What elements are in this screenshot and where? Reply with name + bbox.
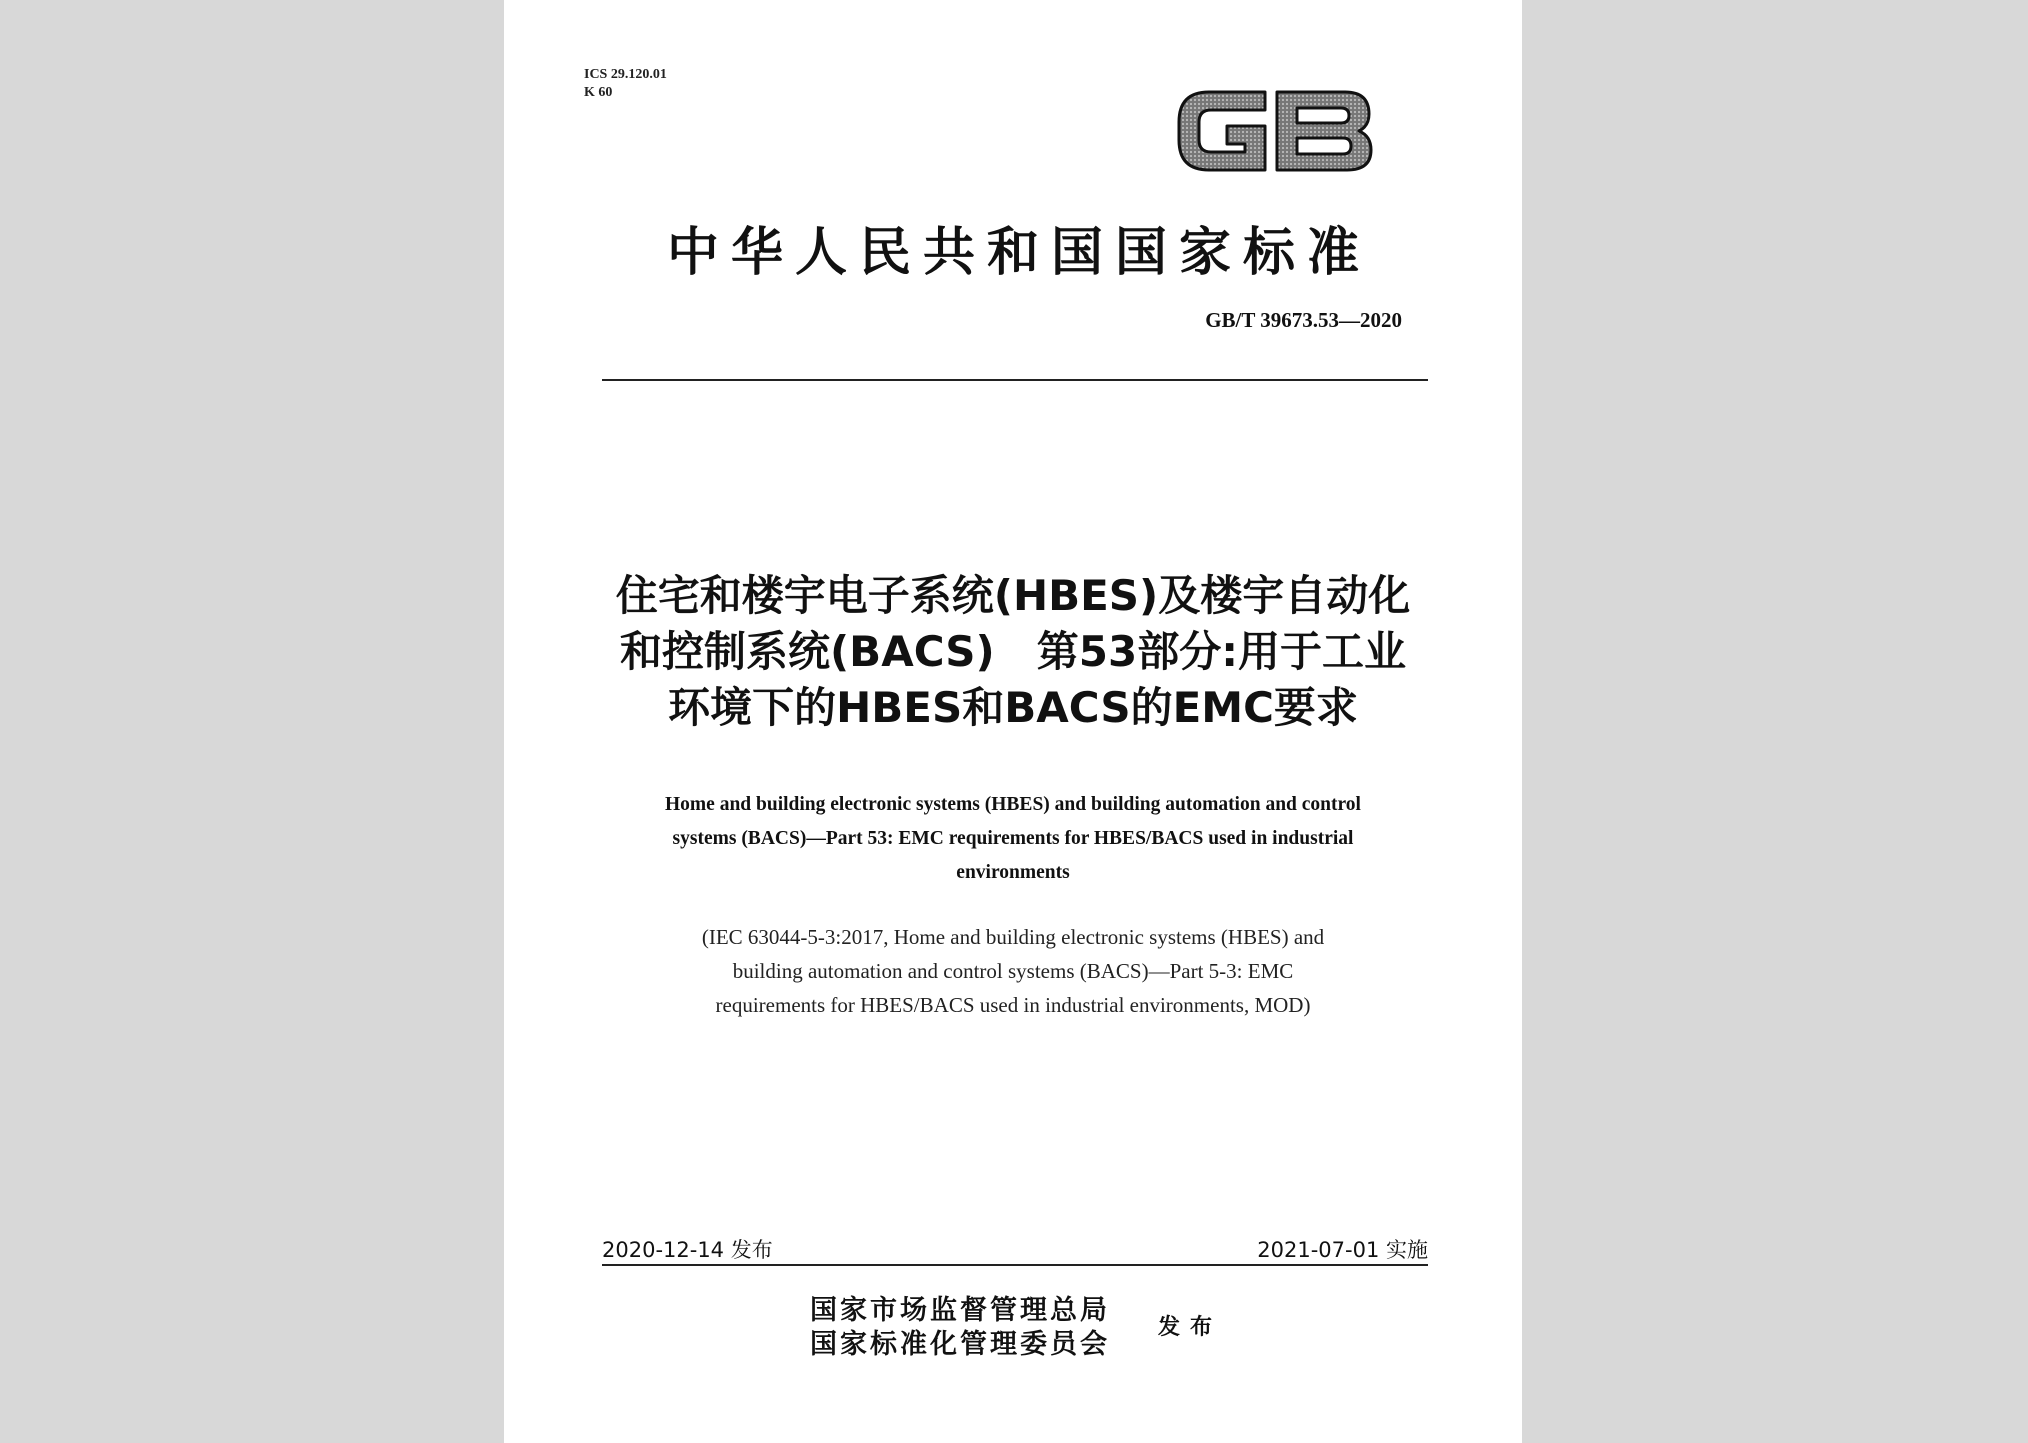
iec-reference-line: building automation and control systems (BACS)—Part 5-3: EMC	[732, 959, 1294, 983]
publishers	[810, 1294, 1110, 1362]
organization-title: 中华人民共和国国家标准	[666, 223, 1371, 283]
english-title-line: environments	[956, 862, 1070, 883]
publisher-name: 国家标准化管理委员会	[810, 1329, 1110, 1360]
footer-divider	[602, 1264, 1428, 1266]
standard-number: GB/T 39673.53—2020	[1205, 308, 1402, 332]
chinese-title-line: 住宅和楼宇电子系统(HBES)及楼宇自动化	[615, 571, 1411, 620]
publish-label: 发布	[1158, 1315, 1223, 1340]
ics-code: ICS 29.120.01	[584, 67, 667, 82]
english-title-line: systems (BACS)—Part 53: EMC requirements for HBES/BACS used in industrial	[672, 828, 1354, 849]
english-title-line: Home and building electronic systems (HBES) and building automation and control	[665, 794, 1361, 815]
chinese-title	[574, 568, 1452, 736]
classification-codes	[584, 66, 667, 102]
iec-reference-line: requirements for HBES/BACS used in industrial environments, MOD)	[715, 993, 1311, 1017]
document-page	[504, 0, 1522, 1443]
ccs-code: K 60	[584, 85, 613, 100]
iec-reference	[594, 920, 1432, 1022]
publisher-name: 国家市场监督管理总局	[810, 1295, 1110, 1326]
gb-logo	[1169, 74, 1379, 186]
english-title	[594, 788, 1432, 890]
chinese-title-line: 和控制系统(BACS) 第53部分:用于工业	[619, 627, 1406, 676]
chinese-title-line: 环境下的HBES和BACS的EMC要求	[668, 683, 1358, 732]
issue-date: 2020-12-14 发布	[602, 1238, 773, 1262]
header-divider	[602, 379, 1428, 381]
iec-reference-line: (IEC 63044-5-3:2017, Home and building electronic systems (HBES) and	[701, 925, 1325, 949]
implementation-date: 2021-07-01 实施	[1257, 1238, 1428, 1262]
